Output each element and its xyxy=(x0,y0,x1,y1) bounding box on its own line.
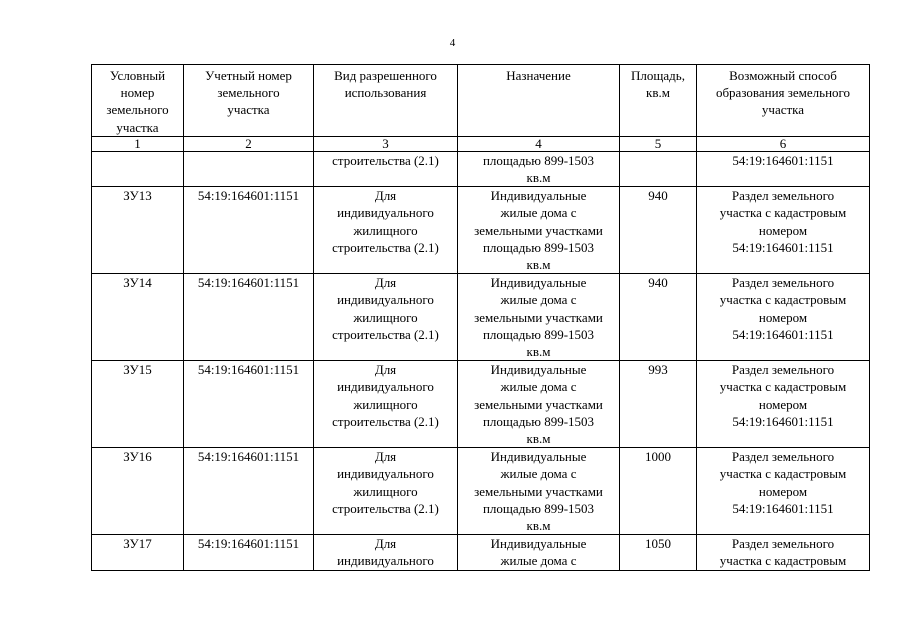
header-cell: Назначение xyxy=(506,68,571,83)
table-cell: площадью 899-1503 кв.м xyxy=(482,152,595,186)
plot-id: ЗУ14 xyxy=(123,275,152,291)
header-cell: Условный номер земельного участка xyxy=(106,68,169,135)
permitted-use: Для индивидуального жилищного строительства (2.1) xyxy=(332,275,439,342)
area: 1000 xyxy=(645,449,671,465)
permitted-use: Для индивидуального xyxy=(337,536,434,569)
area: 940 xyxy=(648,275,668,291)
purpose: Индивидуальные жилые дома с xyxy=(490,536,587,569)
plot-id: ЗУ16 xyxy=(123,449,152,465)
purpose: Индивидуальные жилые дома с земельными участками площадью 899-1503 кв.м xyxy=(474,188,603,273)
column-number: 1 xyxy=(92,136,184,151)
cadastral-number: 54:19:164601:1151 xyxy=(197,188,300,204)
formation-method: Раздел земельного участка с кадастровым номером 54:19:164601:1151 xyxy=(719,362,847,429)
continuation-row xyxy=(92,151,870,186)
header-row xyxy=(92,65,870,137)
plot-id: ЗУ17 xyxy=(123,536,152,552)
permitted-use: Для индивидуального жилищного строительства (2.1) xyxy=(332,188,439,255)
page-number: 4 xyxy=(449,37,456,49)
area: 940 xyxy=(648,188,668,204)
plot-id: ЗУ13 xyxy=(123,188,152,204)
header-cell: Учетный номер земельного участка xyxy=(205,68,292,118)
area: 1050 xyxy=(645,536,671,552)
plot-id: ЗУ15 xyxy=(123,362,152,378)
header-cell: Возможный способ образования земельного участка xyxy=(715,68,851,118)
purpose: Индивидуальные жилые дома с земельными участками площадью 899-1503 кв.м xyxy=(474,449,603,534)
table-row xyxy=(92,361,870,448)
column-number: 3 xyxy=(314,136,458,151)
header-cell: Площадь, кв.м xyxy=(631,68,685,101)
table-row xyxy=(92,274,870,361)
column-number: 2 xyxy=(184,136,314,151)
column-number: 6 xyxy=(697,136,870,151)
cadastral-number: 54:19:164601:1151 xyxy=(197,449,300,465)
cadastral-number: 54:19:164601:1151 xyxy=(197,536,300,552)
column-number-row xyxy=(92,136,870,151)
table-cell: 54:19:164601:1151 xyxy=(732,152,834,168)
table-row xyxy=(92,535,870,570)
column-number: 5 xyxy=(620,136,697,151)
header-cell: Вид разрешенного использования xyxy=(334,68,437,101)
purpose: Индивидуальные жилые дома с земельными участками площадью 899-1503 кв.м xyxy=(474,275,603,360)
permitted-use: Для индивидуального жилищного строительства (2.1) xyxy=(332,362,439,429)
formation-method: Раздел земельного участка с кадастровым номером 54:19:164601:1151 xyxy=(719,188,847,255)
column-number: 4 xyxy=(458,136,620,151)
formation-method: Раздел земельного участка с кадастровым номером 54:19:164601:1151 xyxy=(719,275,847,342)
purpose: Индивидуальные жилые дома с земельными участками площадью 899-1503 кв.м xyxy=(474,362,603,447)
land-plots-table xyxy=(91,64,870,571)
permitted-use: Для индивидуального жилищного строительства (2.1) xyxy=(332,449,439,516)
table-row xyxy=(92,187,870,274)
table-cell: строительства (2.1) xyxy=(332,152,439,168)
cadastral-number: 54:19:164601:1151 xyxy=(197,275,300,291)
cadastral-number: 54:19:164601:1151 xyxy=(197,362,300,378)
formation-method: Раздел земельного участка с кадастровым номером 54:19:164601:1151 xyxy=(719,449,847,516)
formation-method: Раздел земельного участка с кадастровым xyxy=(719,536,847,569)
table-row xyxy=(92,448,870,535)
area: 993 xyxy=(648,362,668,378)
